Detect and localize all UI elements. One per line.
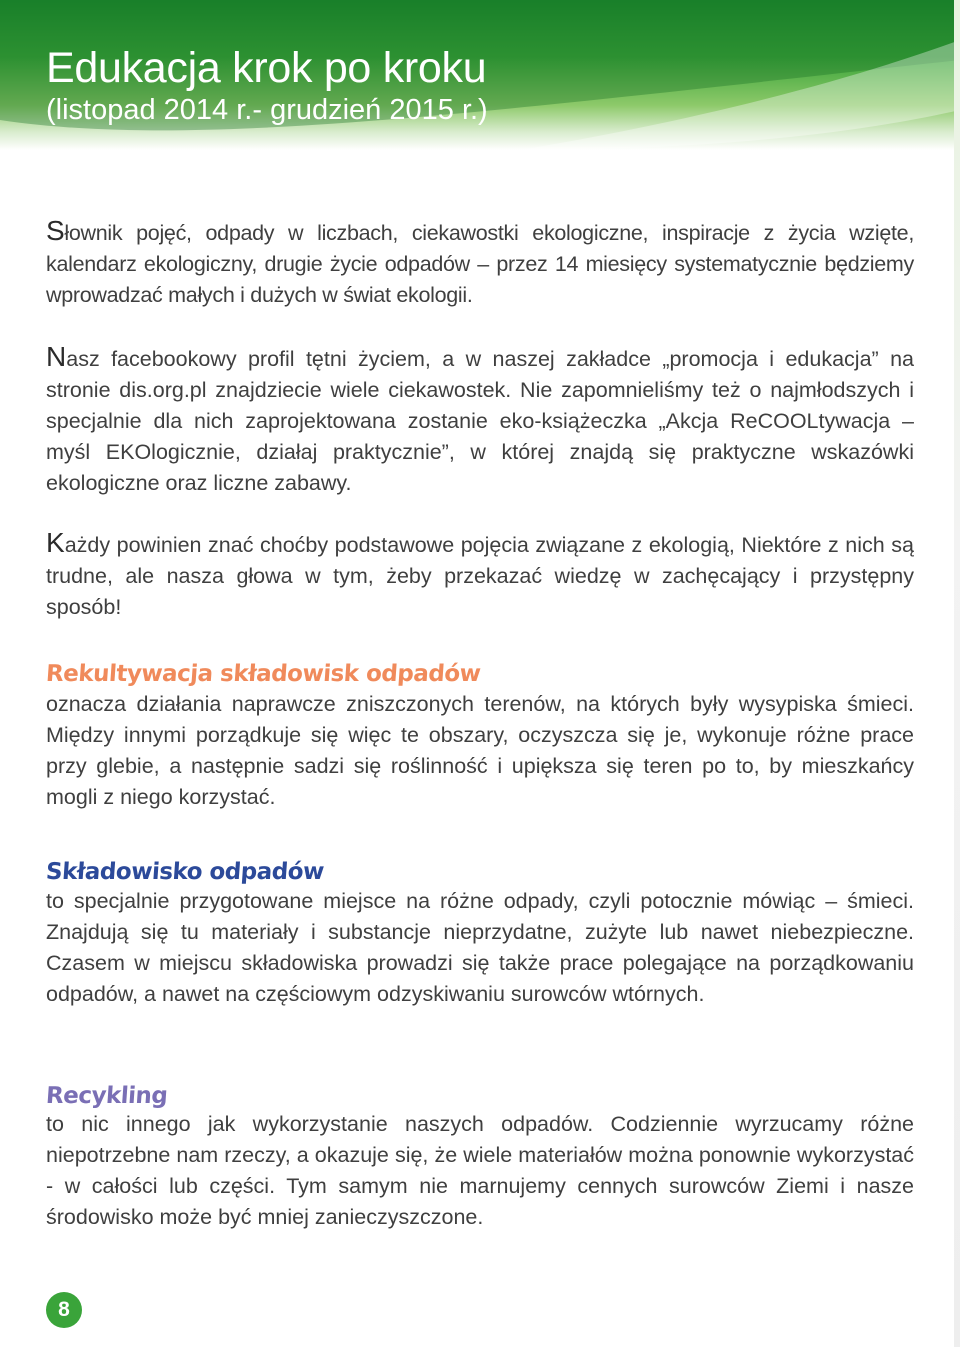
paragraph-text: łownik pojęć, odpady w liczbach, ciekawostki ekologiczne, inspiracje z życia wzięte, kalendarz ekologiczny, drugie życie odpadów – przez 14 miesięcy systematycznie będziemy wprowadzać małych i dużych w świat ekologii. [46,221,914,307]
glossary-term-recykling: Recykling [45,1083,169,1109]
page-number-badge: 8 [46,1292,82,1328]
dropcap: K [46,527,65,558]
page-subtitle: (listopad 2014 r.- grudzień 2015 r.) [46,94,488,126]
glossary-definition-skladowisko: to specjalnie przygotowane miejsce na różne odpady, czyli potocznie mówiąc – śmieci. Znajdują się tu materiały i substancje nieprzydatne, zużyte lub nawet niebezpieczne. Czasem w miejscu składowiska prowadzi się także prace polegające na porządkowaniu odpadów, a nawet na częściowym odzyskiwaniu surowców wtórnych. [46,889,914,1006]
paragraph-text: ażdy powinien znać choćby podstawowe pojęcia związane z ekologią, Niektóre z nich są trudne, ale nasza głowa w tym, żeby przekazać wiedzę w zachęcający i przystępny sposób! [46,533,914,619]
glossary-definition-rekultywacja: oznacza działania naprawcze zniszczonych terenów, na których były wysypiska śmieci. Między innymi porządkuje się więc te obszary, oczyszcza się je, wykonuje różne prace przy glebie, a następnie sadzi się roślinność i upiększa się teren po to, by mieszkańcy mogli z niego korzystać. [46,692,914,809]
page-edge-decoration [954,0,960,1347]
intro-paragraph-3 [46,527,914,623]
glossary-term-skladowisko: Składowisko odpadów [45,859,325,885]
dropcap: S [46,215,65,246]
intro-paragraph-2 [46,341,914,499]
page-title: Edukacja krok po kroku [46,44,487,92]
dropcap: N [46,341,67,372]
intro-paragraph-1 [46,215,914,311]
glossary-term-rekultywacja: Rekultywacja składowisk odpadów [45,661,482,687]
paragraph-text: asz facebookowy profil tętni życiem, a w naszej zakładce „promocja i edukacja” na stronie dis.org.pl znajdziecie wiele ciekawostek. Nie zapomnieliśmy też o najmłodszych i specjalnie dla nich zaprojektowana zostanie eko-książeczka „Akcja ReCOOLtywacja – myśl EKOlogicznie, działaj praktycznie”, w której znajdą się praktyczne wskazówki ekologiczne oraz liczne zabawy. [46,347,914,495]
glossary-definition-recykling: to nic innego jak wykorzystanie naszych odpadów. Codziennie wyrzucamy różne niepotrzebne nam rzeczy, a okazuje się, że wiele materiałów można ponownie wykorzystać - w całości lub części. Tym samym nie marnujemy cennych surowców Ziemi i nasze środowisko może być mniej zanieczyszczone. [46,1112,914,1229]
